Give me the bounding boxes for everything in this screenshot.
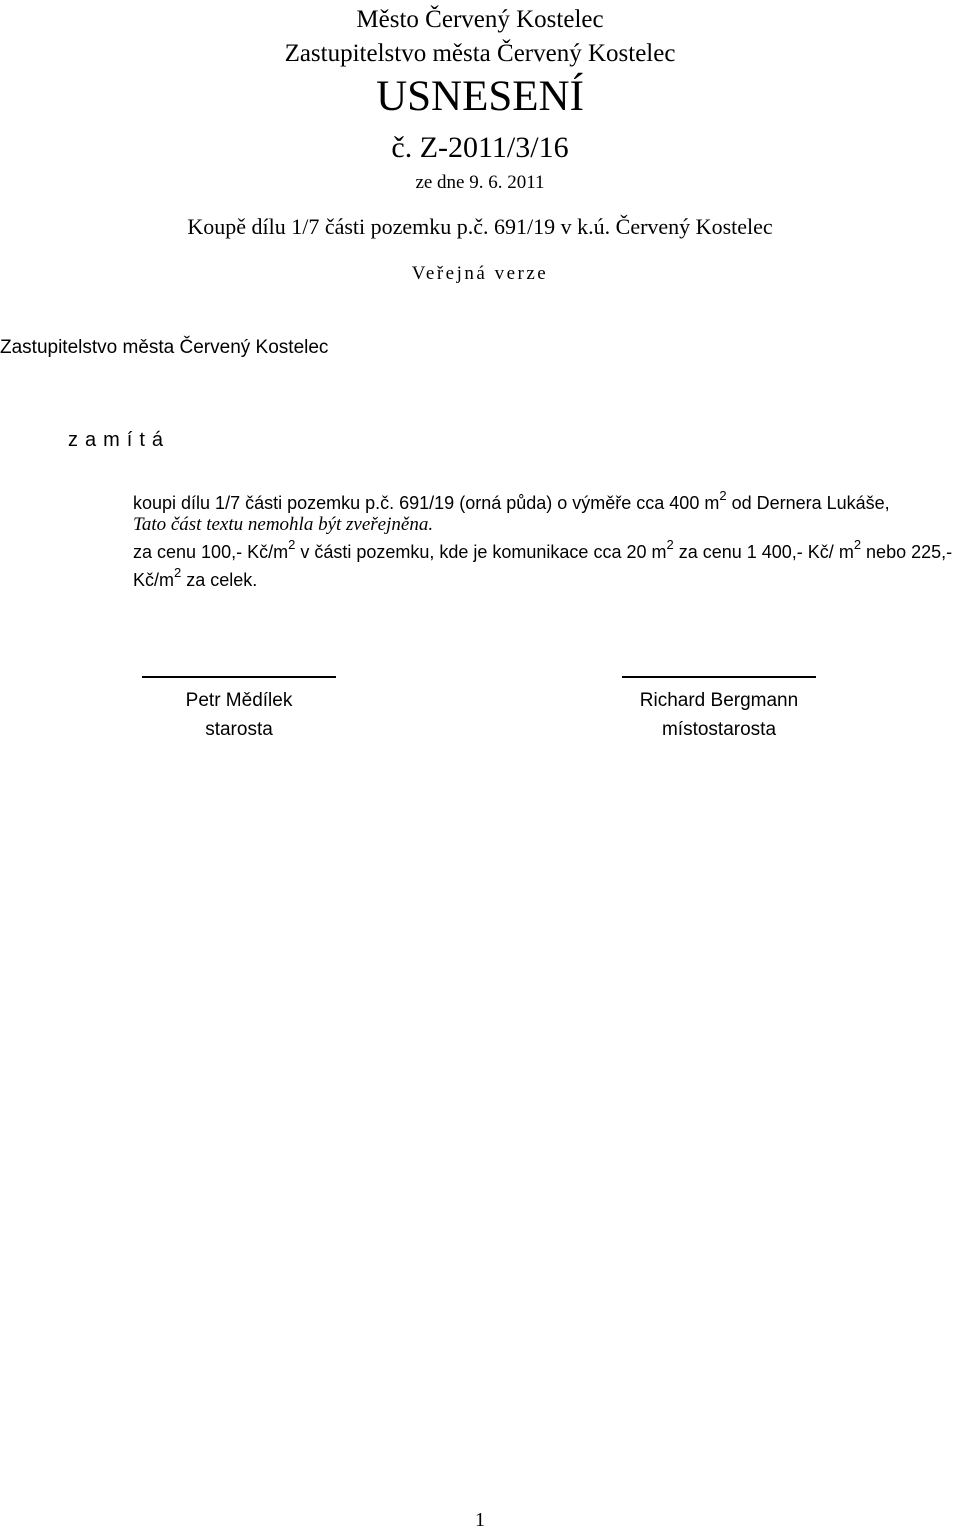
redaction-note: Tato část textu nemohla být zveřejněna. bbox=[133, 514, 434, 535]
signature-line bbox=[142, 676, 336, 678]
resolution-text bbox=[133, 488, 960, 594]
resolving-body: Zastupitelstvo města Červený Kostelec bbox=[0, 337, 329, 358]
document-title: USNESENÍ bbox=[376, 73, 584, 120]
signatory-name: Richard Bergmann bbox=[639, 690, 799, 711]
public-version-label: Veřejná verze bbox=[411, 263, 549, 284]
council-name: Zastupitelstvo města Červený Kostelec bbox=[284, 40, 676, 67]
resolution-subject: Koupě dílu 1/7 části pozemku p.č. 691/19 v k.ú. Červený Kostelec bbox=[187, 214, 773, 239]
item2-superscript-1: 2 bbox=[288, 537, 296, 552]
item2-part-a: za cenu 100,- Kč/m bbox=[133, 542, 289, 562]
signatory-role: místostarosta bbox=[661, 719, 777, 740]
item2-superscript-3: 2 bbox=[853, 537, 862, 552]
resolution-verb: zamítá bbox=[68, 429, 171, 451]
item2-superscript-4: 2 bbox=[174, 565, 182, 580]
item2-part-b: v části pozemku, kde je komunikace cca 20 m bbox=[295, 542, 667, 562]
item1-tail: od Dernera Lukáše, bbox=[726, 493, 890, 513]
item2-part-c: za cenu 1 400,- Kč/ m bbox=[673, 542, 854, 562]
resolution-date: ze dne 9. 6. 2011 bbox=[415, 172, 545, 193]
signature-line bbox=[622, 676, 816, 678]
signatory-name: Petr Mědílek bbox=[185, 690, 293, 711]
item2-superscript-2: 2 bbox=[666, 537, 674, 552]
item2-part-d: nebo 225,- Kč/m bbox=[133, 542, 953, 590]
resolution-item-2 bbox=[133, 538, 960, 594]
item1-superscript: 2 bbox=[719, 488, 727, 503]
resolution-number: č. Z-2011/3/16 bbox=[391, 131, 569, 164]
resolution-item-1 bbox=[133, 488, 960, 514]
item2-part-e: za celek. bbox=[181, 570, 258, 590]
item1-text: koupi dílu 1/7 části pozemku p.č. 691/19 (orná půda) o výměře cca 400 m bbox=[133, 493, 720, 513]
signatory-role: starosta bbox=[205, 719, 273, 740]
town-name: Město Červený Kostelec bbox=[356, 6, 604, 33]
signature-block-deputy-mayor bbox=[622, 676, 816, 743]
page-number: 1 bbox=[475, 1509, 485, 1531]
signature-block-mayor bbox=[142, 676, 336, 743]
